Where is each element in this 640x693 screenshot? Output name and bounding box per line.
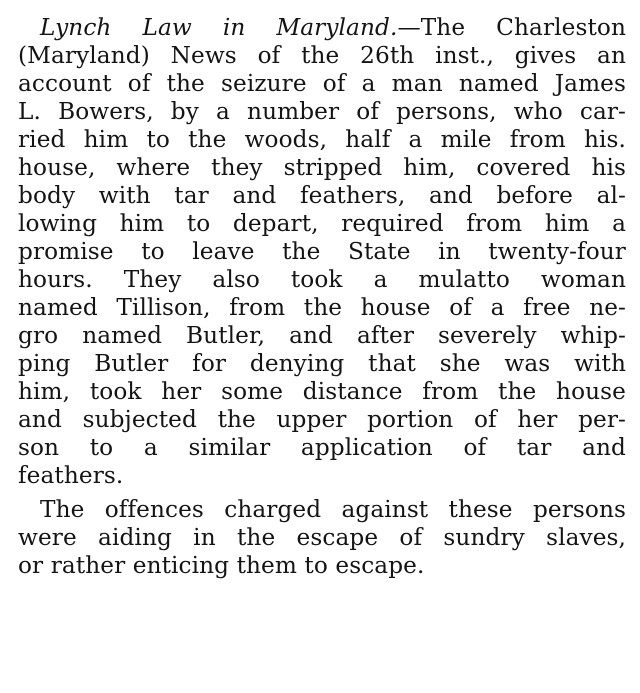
text-line: The offences charged against these persons <box>40 496 626 523</box>
text-line: house, where they stripped him, covered his <box>18 154 626 181</box>
headline-continuation: —The Charleston <box>397 14 626 41</box>
text-line: (Maryland) News of the 26th inst., gives an <box>18 42 626 69</box>
text-line: promise to leave the State in twenty-four <box>18 238 626 265</box>
text-line: account of the seizure of a man named James <box>18 70 626 97</box>
text-line: hours. They also took a mulatto woman <box>18 266 626 293</box>
text-line: son to a similar application of tar and <box>18 434 626 461</box>
text-line: him, took her some distance from the house <box>18 378 626 405</box>
text-line: and subjected the upper portion of her per- <box>18 406 626 433</box>
article-headline: Lynch Law in Maryland. <box>40 14 398 41</box>
text-line: ping Butler for denying that she was with <box>18 350 626 377</box>
paragraph-2 <box>18 496 626 580</box>
paragraph-1-line-1 <box>18 14 626 42</box>
text-line: gro named Butler, and after severely whip- <box>18 322 626 349</box>
text-line: or rather enticing them to escape. <box>18 552 425 579</box>
text-line: body with tar and feathers, and before al- <box>18 182 626 209</box>
paragraph-1 <box>18 14 626 490</box>
text-line: ried him to the woods, half a mile from his. <box>18 126 626 153</box>
text-line: named Tillison, from the house of a free ne- <box>18 294 626 321</box>
text-line: L. Bowers, by a number of persons, who car- <box>18 98 626 125</box>
newspaper-clipping <box>18 14 626 580</box>
text-line: were aiding in the escape of sundry slaves, <box>18 524 626 551</box>
text-line: lowing him to depart, required from him a <box>18 210 626 237</box>
text-line: feathers. <box>18 462 124 489</box>
